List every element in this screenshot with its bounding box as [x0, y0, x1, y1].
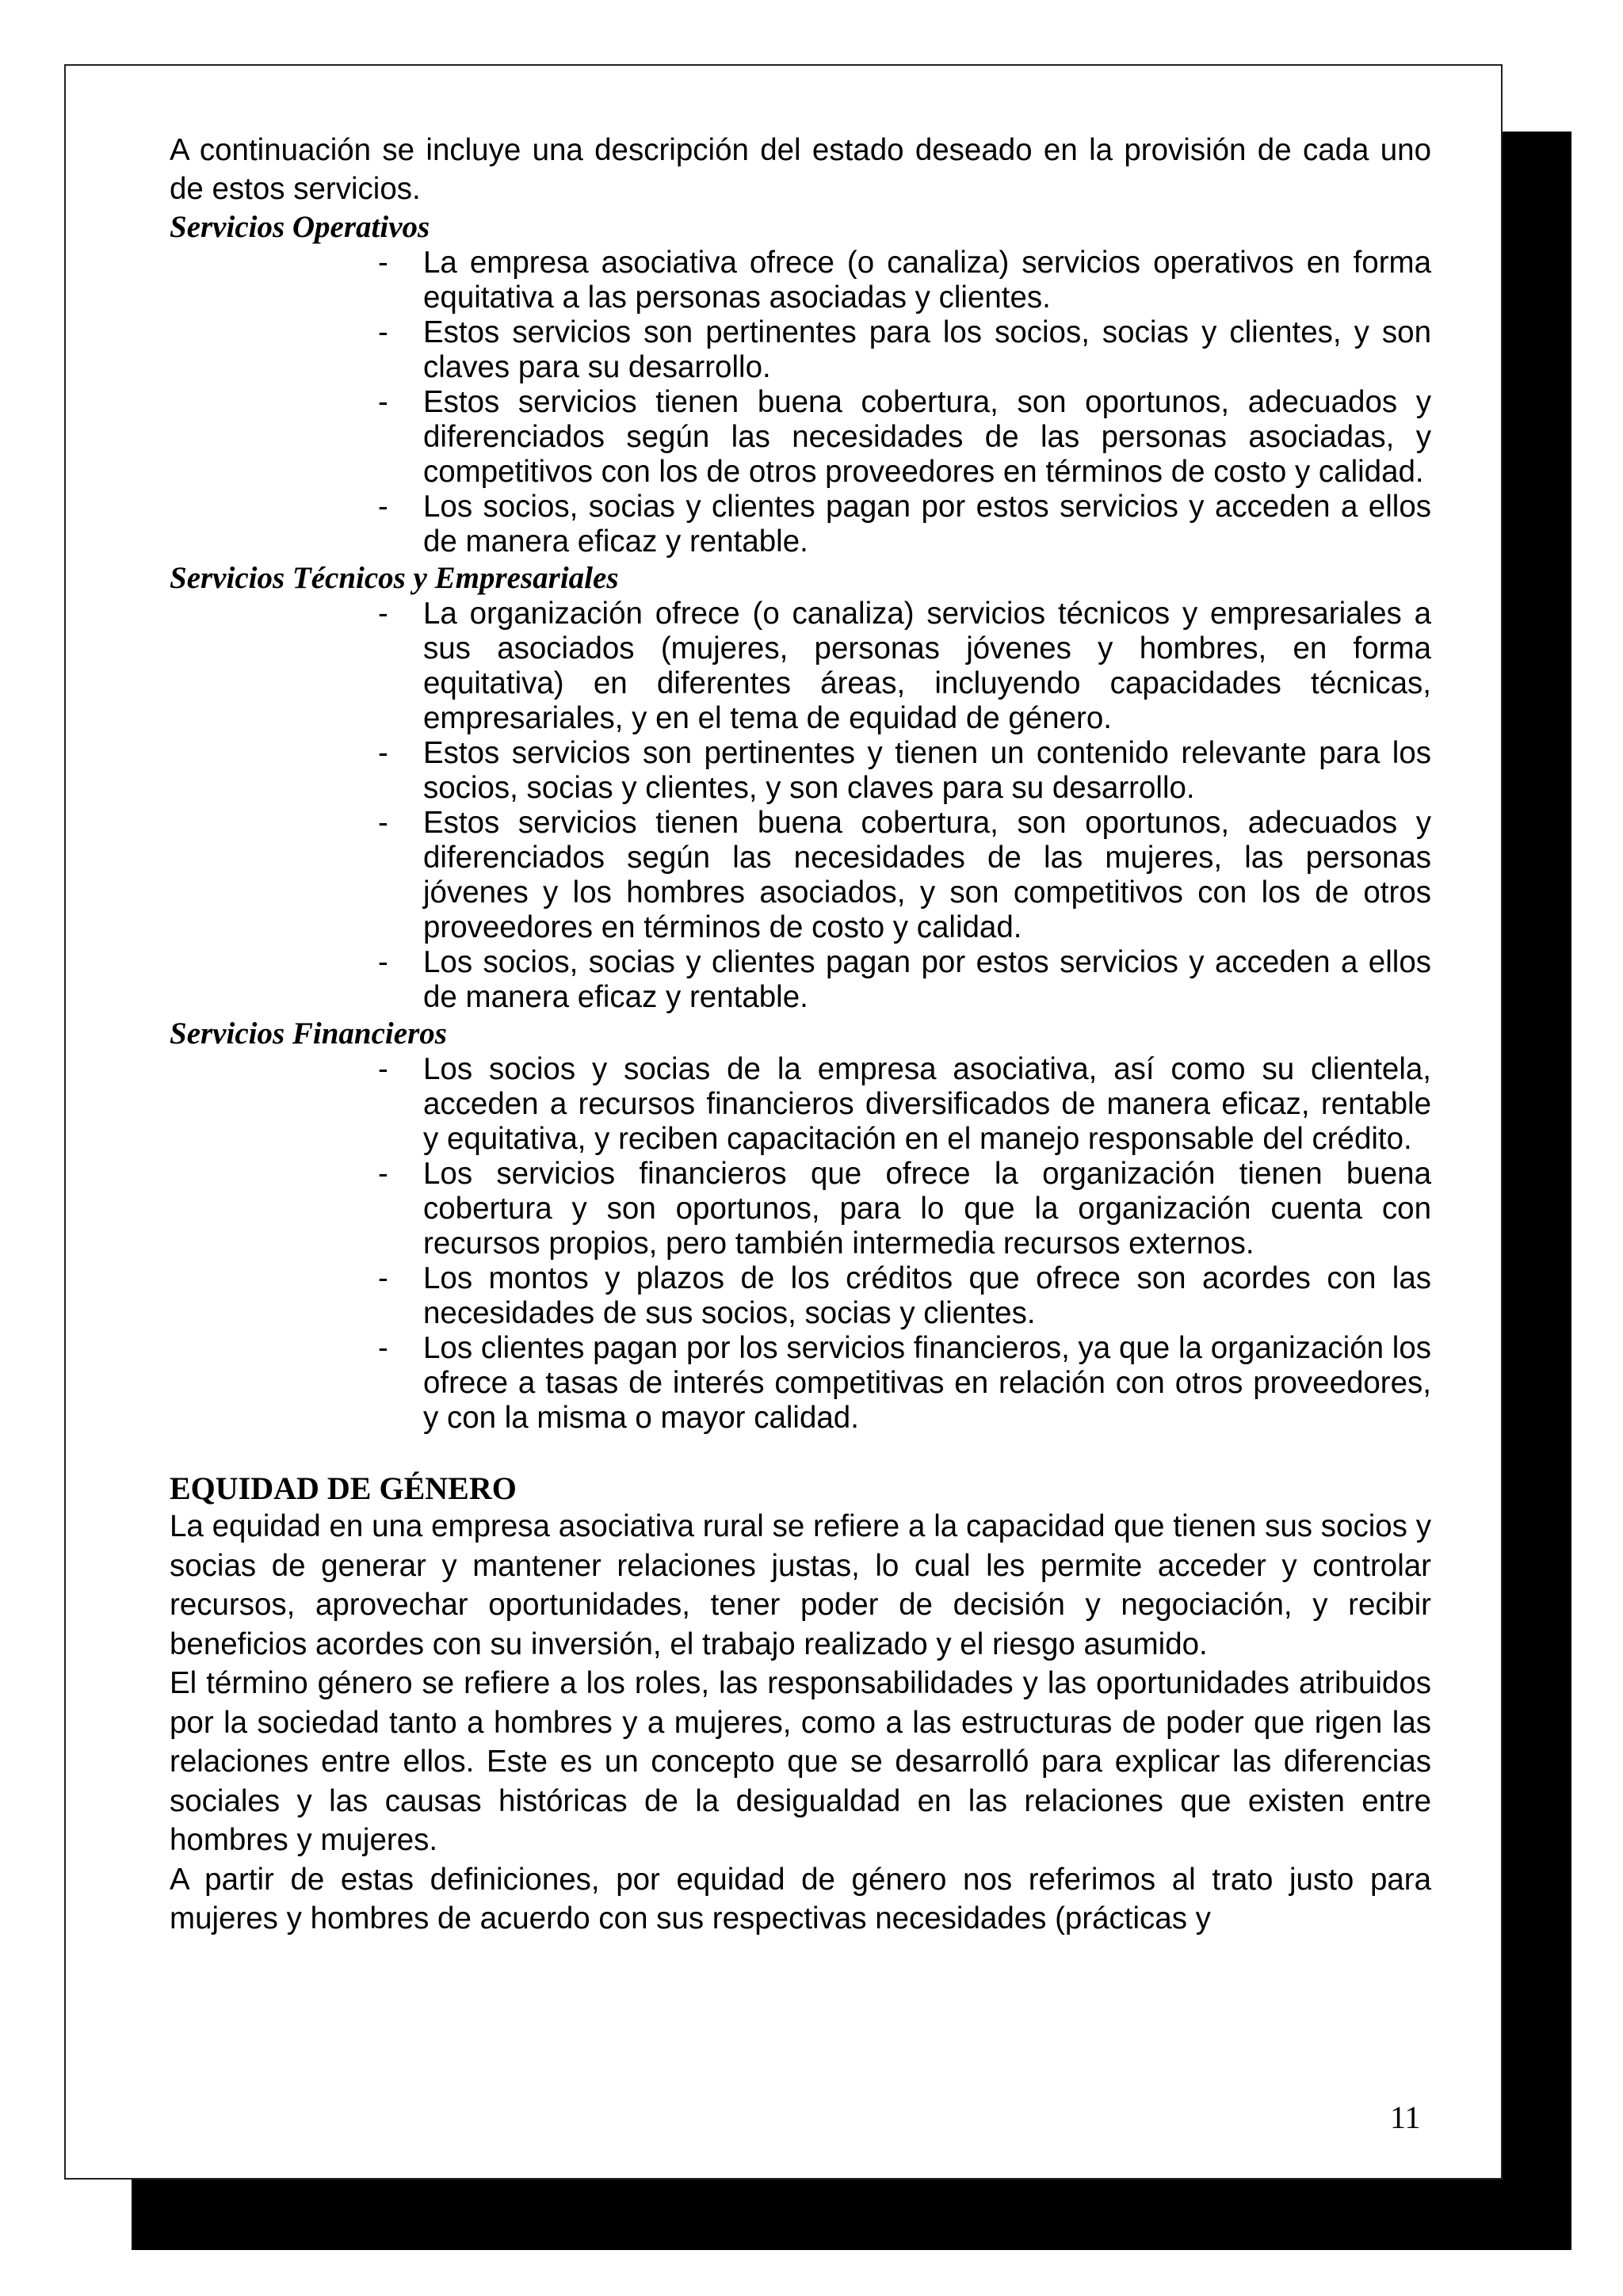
list-item-text: Estos servicios son pertinentes para los socios, socias y clientes, y son claves para su desarrollo. [423, 315, 1431, 384]
list-item [170, 597, 1431, 736]
page-number: 11 [1390, 2100, 1421, 2135]
list-item [170, 945, 1431, 1015]
list-servicios-operativos [170, 246, 1431, 559]
section-heading-servicios-tecnicos: Servicios Técnicos y Empresariales [170, 561, 619, 595]
dash-marker: - [378, 315, 388, 349]
list-item-text: Los socios y socias de la empresa asociativa, así como su clientela, acceden a recursos financieros diversificados de manera eficaz, rentable y equitativa, y reciben capacitación en el manejo responsable del crédito. [423, 1052, 1431, 1156]
dash-marker: - [378, 597, 388, 631]
list-item [170, 736, 1431, 806]
equity-section-heading: EQUIDAD DE GÉNERO [170, 1470, 517, 1506]
section-heading-servicios-operativos: Servicios Operativos [170, 210, 430, 244]
section-heading-servicios-financieros: Servicios Financieros [170, 1016, 447, 1051]
list-item [170, 1052, 1431, 1157]
list-servicios-financieros [170, 1052, 1431, 1436]
list-item [170, 1331, 1431, 1436]
page-content [170, 131, 1431, 1939]
list-item [170, 490, 1431, 559]
list-item-text: Estos servicios tienen buena cobertura, son oportunos, adecuados y diferenciados según las necesidades de las personas asociadas, y competitivos con los de otros proveedores en términos de costo y calidad. [423, 385, 1431, 489]
list-item-text: Los socios, socias y clientes pagan por estos servicios y acceden a ellos de manera eficaz y rentable. [423, 490, 1431, 559]
intro-paragraph: A continuación se incluye una descripción del estado deseado en la provisión de cada uno de estos servicios. [170, 133, 1431, 206]
dash-marker: - [378, 1331, 388, 1365]
dash-marker: - [378, 490, 388, 524]
dash-marker: - [378, 806, 388, 840]
dash-marker: - [378, 736, 388, 770]
dash-marker: - [378, 1157, 388, 1191]
equity-paragraph: La equidad en una empresa asociativa rural se refiere a la capacidad que tienen sus socios y socias de generar y mantener relaciones justas, lo cual les permite acceder y controlar recursos, aprovechar oportunidades, tener poder de decisión y negociación, y recibir beneficios acordes con su inversión, el trabajo realizado y el riesgo asumido. [170, 1509, 1431, 1661]
list-item-text: Los clientes pagan por los servicios financieros, ya que la organización los ofrece a tasas de interés competitivas en relación con otros proveedores, y con la misma o mayor calidad. [423, 1331, 1431, 1435]
list-item [170, 246, 1431, 315]
gender-paragraph: El término género se refiere a los roles, las responsabilidades y las oportunidades atribuidos por la sociedad tanto a hombres y a mujeres, como a las estructuras de poder que rigen las relaciones entre ellos. Este es un concepto que se desarrolló para explicar las diferencias sociales y las causas históricas de la desigualdad en las relaciones que existen entre hombres y mujeres. [170, 1666, 1431, 1857]
list-item [170, 385, 1431, 490]
list-item-text: Los servicios financieros que ofrece la organización tienen buena cobertura y son oportunos, para lo que la organización cuenta con recursos propios, pero también intermedia recursos externos. [423, 1157, 1431, 1261]
list-item-text: Estos servicios son pertinentes y tienen un contenido relevante para los socios, socias y clientes, y son claves para su desarrollo. [423, 736, 1431, 805]
dash-marker: - [378, 385, 388, 419]
list-item-text: Los socios, socias y clientes pagan por estos servicios y acceden a ellos de manera eficaz y rentable. [423, 945, 1431, 1014]
dash-marker: - [378, 1261, 388, 1295]
list-item [170, 315, 1431, 385]
list-item-text: Los montos y plazos de los créditos que ofrece son acordes con las necesidades de sus socios, socias y clientes. [423, 1261, 1431, 1330]
list-item [170, 806, 1431, 945]
list-item-text: Estos servicios tienen buena cobertura, son oportunos, adecuados y diferenciados según las necesidades de las mujeres, las personas jóvenes y los hombres asociados, y son competitivos con los de otros proveedores en términos de costo y calidad. [423, 806, 1431, 944]
list-item [170, 1157, 1431, 1261]
dash-marker: - [378, 246, 388, 280]
dash-marker: - [378, 945, 388, 979]
list-item-text: La empresa asociativa ofrece (o canaliza) servicios operativos en forma equitativa a las personas asociadas y clientes. [423, 246, 1431, 315]
list-item-text: La organización ofrece (o canaliza) servicios técnicos y empresariales a sus asociados (mujeres, personas jóvenes y hombres, en forma equitativa) en diferentes áreas, incluyendo capacidades técnicas, empresariales, y en el tema de equidad de género. [423, 597, 1431, 735]
list-servicios-tecnicos [170, 597, 1431, 1015]
list-item [170, 1261, 1431, 1331]
dash-marker: - [378, 1052, 388, 1086]
definition-paragraph: A partir de estas definiciones, por equidad de género nos referimos al trato justo para mujeres y hombres de acuerdo con sus respectivas necesidades (prácticas y [170, 1862, 1431, 1936]
